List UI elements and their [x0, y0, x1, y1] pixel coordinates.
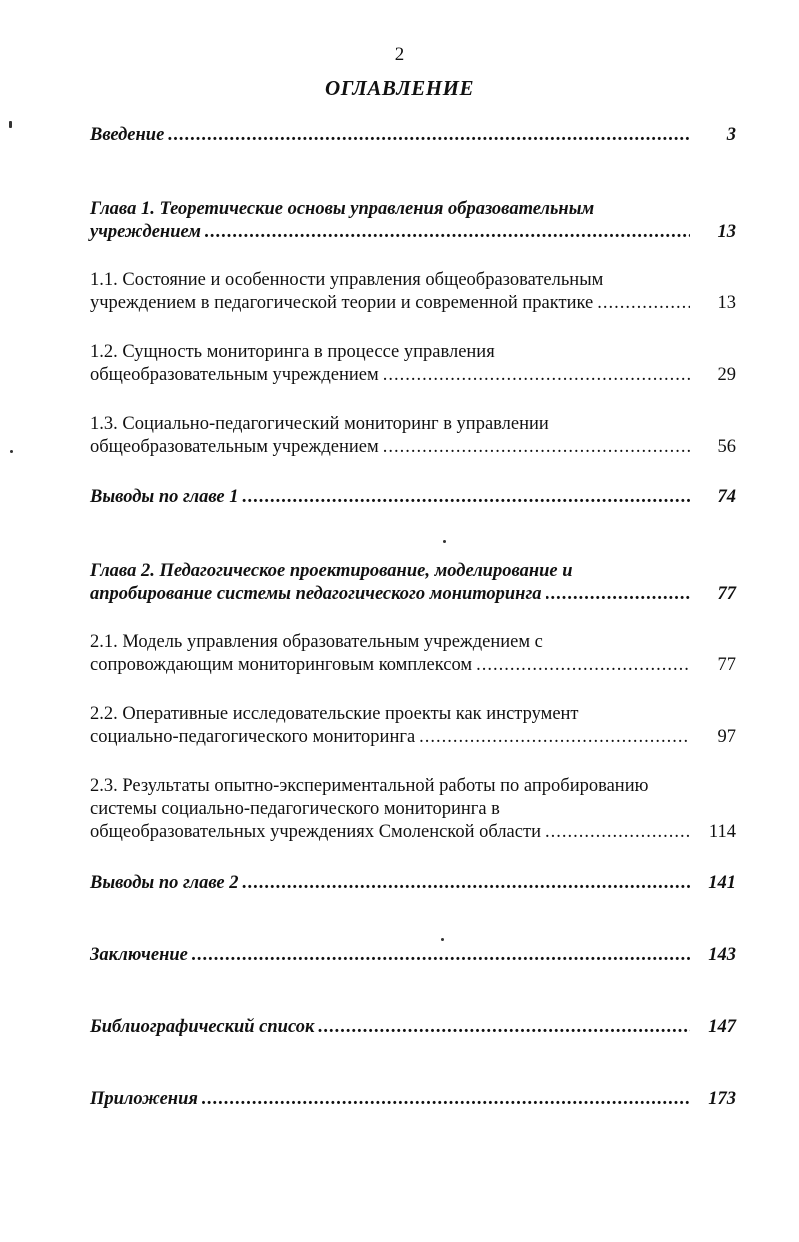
toc-entry-title-cont: апробирование системы педагогического мониторинга — [90, 584, 542, 604]
toc-entry-section-2-2[interactable] — [90, 703, 736, 749]
toc-entry-title: Приложения — [90, 1089, 198, 1109]
toc-page-number: 13 — [717, 293, 736, 313]
toc-entry-title: 1.2. Сущность мониторинга в процессе управления — [90, 342, 495, 362]
toc-entry-title-cont: общеобразовательным учреждением — [90, 365, 379, 385]
dot-leader — [242, 872, 690, 895]
toc-page-number: 173 — [708, 1089, 736, 1109]
toc-entry-title: 1.3. Социально-педагогический мониторинг в управлении — [90, 414, 549, 434]
toc-page-number: 56 — [717, 437, 736, 457]
dot-leader — [419, 726, 690, 749]
dot-leader — [476, 654, 690, 677]
toc-page-number: 29 — [717, 365, 736, 385]
toc-entry-title-cont: учреждением — [90, 222, 201, 242]
toc-entry-intro[interactable] — [90, 124, 736, 147]
toc-page-number: 77 — [717, 584, 736, 604]
toc-entry-title: 2.1. Модель управления образовательным учреждением с — [90, 632, 543, 652]
toc-entry-section-1-3[interactable] — [90, 413, 736, 459]
toc-entry-title-cont: общеобразовательным учреждением — [90, 437, 379, 457]
toc-entry-appendices[interactable] — [90, 1088, 736, 1111]
toc-entry-conclusions-1[interactable] — [90, 486, 736, 509]
scan-speck — [443, 540, 446, 543]
toc-entry-chapter-1[interactable] — [90, 198, 736, 244]
scan-speck — [441, 938, 444, 941]
toc-entry-title: Заключение — [90, 945, 188, 965]
dot-leader — [383, 436, 690, 459]
scan-speck — [9, 121, 12, 128]
dot-leader — [545, 821, 690, 844]
dot-leader — [597, 292, 690, 315]
toc-entry-chapter-2[interactable] — [90, 560, 736, 606]
dot-leader — [546, 583, 690, 606]
toc-entry-section-2-3[interactable] — [90, 775, 736, 844]
dot-leader — [383, 364, 690, 387]
toc-entry-title-cont: учреждением в педагогической теории и современной практике — [90, 293, 594, 313]
toc-entry-title: 2.2. Оперативные исследовательские проекты как инструмент — [90, 704, 579, 724]
toc-entry-title: Выводы по главе 2 — [90, 873, 239, 893]
toc-entry-title: Выводы по главе 1 — [90, 487, 239, 507]
toc-page-number: 3 — [726, 125, 736, 145]
dot-leader — [168, 124, 690, 147]
toc-page-number: 141 — [708, 873, 736, 893]
toc-entry-title-cont: системы социально-педагогического мониторинга в — [90, 799, 500, 819]
dot-leader — [205, 221, 690, 244]
toc-entry-title-cont: общеобразовательных учреждениях Смоленской области — [90, 822, 541, 842]
toc-page-number: 97 — [717, 727, 736, 747]
toc-entry-title: Глава 2. Педагогическое проектирование, моделирование и — [90, 561, 573, 581]
toc-page-number: 77 — [717, 655, 736, 675]
dot-leader — [202, 1088, 690, 1111]
toc-page-number: 147 — [708, 1017, 736, 1037]
toc-entry-title-cont: сопровождающим мониторинговым комплексом — [90, 655, 473, 675]
toc-entry-title: Библиографический список — [90, 1017, 315, 1037]
toc-page-number: 143 — [708, 945, 736, 965]
toc-entry-section-1-1[interactable] — [90, 269, 736, 315]
page-number: 2 — [394, 44, 405, 65]
toc-page-number: 114 — [708, 822, 736, 842]
dot-leader — [192, 944, 690, 967]
toc-page-number: 74 — [717, 487, 736, 507]
toc-entry-title: 2.3. Результаты опытно-экспериментальной работы по апробированию — [90, 776, 649, 796]
dot-leader — [242, 486, 690, 509]
dot-leader — [318, 1016, 690, 1039]
toc-entry-section-2-1[interactable] — [90, 631, 736, 677]
page-title: ОГЛАВЛЕНИЕ — [325, 76, 474, 100]
toc-entry-conclusion[interactable] — [90, 944, 736, 967]
toc-entry-section-1-2[interactable] — [90, 341, 736, 387]
toc-entry-title: Введение — [90, 125, 165, 145]
scan-speck — [10, 450, 13, 453]
toc-entry-title-cont: социально-педагогического мониторинга — [90, 727, 416, 747]
toc-entry-title: 1.1. Состояние и особенности управления общеобразовательным — [90, 270, 604, 290]
toc-entry-title: Глава 1. Теоретические основы управления образовательным — [90, 199, 595, 219]
toc-entry-conclusions-2[interactable] — [90, 872, 736, 895]
toc-page-number: 13 — [717, 222, 736, 242]
toc-entry-bibliography[interactable] — [90, 1016, 736, 1039]
